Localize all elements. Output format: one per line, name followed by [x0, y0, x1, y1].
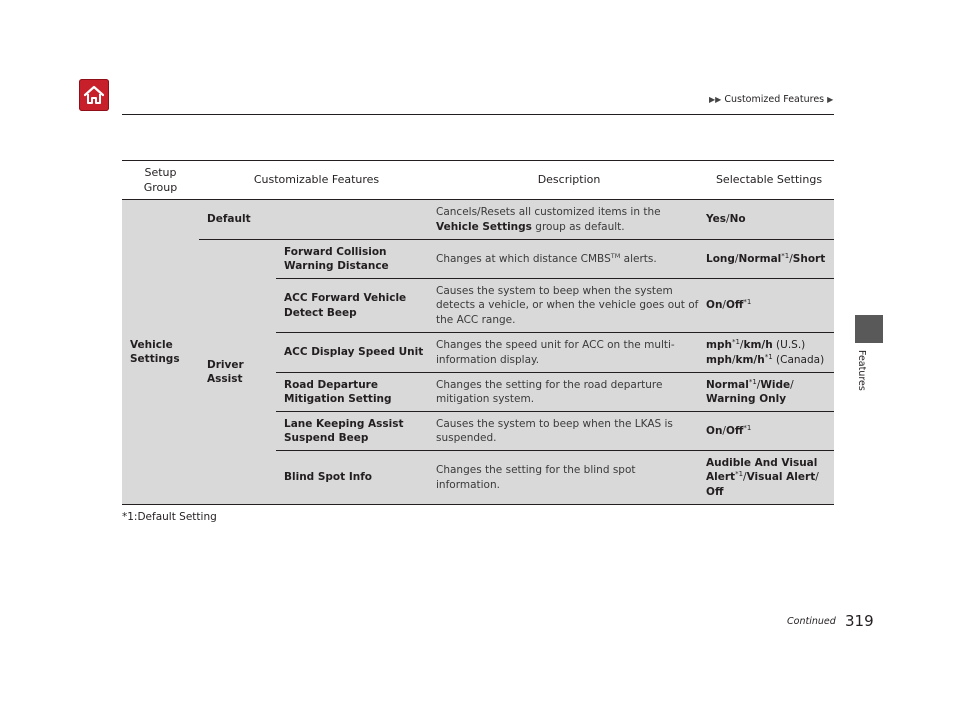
description-lane-keeping: Causes the system to beep when the LKAS is suspended.	[434, 412, 704, 451]
settings-lane-keeping: On/Off$^{*1}$	[704, 412, 834, 451]
side-tab[interactable]	[855, 315, 883, 343]
feature-lane-keeping: Lane Keeping Assist Suspend Beep	[276, 412, 434, 451]
settings-blind-spot: Audible And Visual Alert$^{*1}$/Visual Alert/ Off	[704, 451, 834, 505]
feature-road-departure: Road Departure Mitigation Setting	[276, 373, 434, 412]
breadcrumb-end-arrow: ▶	[827, 95, 834, 104]
breadcrumb[interactable]	[709, 94, 833, 105]
feature-forward-collision: Forward Collision Warning Distance	[276, 240, 434, 279]
side-tab-label: Features	[856, 350, 867, 391]
header-setup-group: Setup Group	[122, 161, 199, 200]
subgroup-driver-assist: Driver Assist	[199, 240, 276, 505]
breadcrumb-label: Customized Features	[724, 94, 825, 105]
footnote: *1:Default Setting	[122, 511, 217, 523]
settings-table	[122, 160, 834, 505]
feature-default: Default	[199, 200, 434, 240]
home-icon[interactable]	[79, 79, 109, 111]
description-acc-forward-beep: Causes the system to beep when the system detects a vehicle, or when the vehicle goes out of the ACC range.	[434, 279, 704, 333]
table-row	[122, 200, 834, 240]
header-customizable-features: Customizable Features	[199, 161, 434, 200]
header-description: Description	[434, 161, 704, 200]
header-selectable-settings: Selectable Settings	[704, 161, 834, 200]
table-header-row	[122, 161, 834, 200]
feature-blind-spot: Blind Spot Info	[276, 451, 434, 505]
description-acc-speed-unit: Changes the speed unit for ACC on the multi- information display.	[434, 333, 704, 373]
feature-acc-forward-beep: ACC Forward Vehicle Detect Beep	[276, 279, 434, 333]
settings-road-departure: Normal$^{*1}$/Wide/ Warning Only	[704, 373, 834, 412]
settings-acc-forward-beep: On/Off$^{*1}$	[704, 279, 834, 333]
settings-acc-speed-unit: mph$^{*1}$/km/h (U.S.) mph/$km/h^{*1}$ (Canada)	[704, 333, 834, 373]
settings-default: Yes/No	[704, 200, 834, 240]
breadcrumb-arrows: ▶▶	[709, 95, 722, 104]
description-blind-spot: Changes the setting for the blind spot information.	[434, 451, 704, 505]
description-road-departure: Changes the setting for the road departure mitigation system.	[434, 373, 704, 412]
feature-acc-speed-unit: ACC Display Speed Unit	[276, 333, 434, 373]
description-forward-collision: Changes at which distance CMBS™ alerts.	[434, 240, 704, 279]
continued-label: Continued	[787, 616, 836, 627]
settings-forward-collision: Long/Normal$^{*1}$/Short	[704, 240, 834, 279]
description-default: Cancels/Resets all customized items in the Vehicle Settings group as default.	[434, 200, 704, 240]
group-vehicle-settings: Vehicle Settings	[122, 200, 199, 505]
table-row	[122, 240, 834, 279]
page-number: 319	[845, 612, 874, 630]
header-rule	[122, 114, 834, 115]
